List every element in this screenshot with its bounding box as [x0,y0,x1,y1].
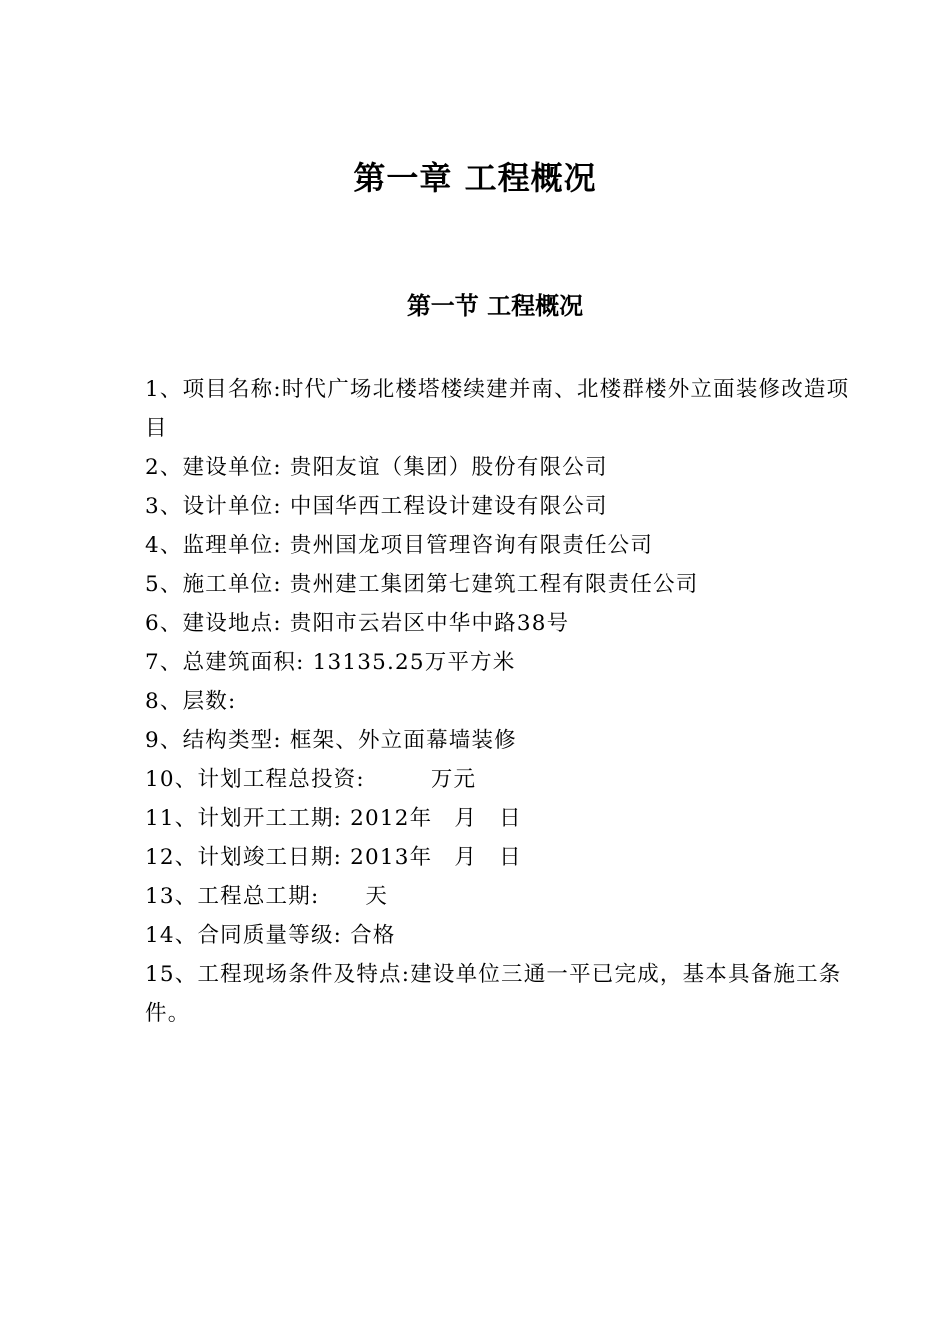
item-year: 2013年 [350,845,433,870]
list-item-completion-date [145,838,850,877]
list-item-project-name [145,370,850,448]
list-item-investment [145,760,850,799]
item-value: 时代广场北楼塔楼续建并南、北楼群楼外立面装修改造项目 [145,377,850,441]
list-item-contractor [145,565,850,604]
list-item-duration [145,877,850,916]
item-day: 日 [499,806,522,831]
list-item-designer [145,487,850,526]
item-value: 建设单位三通一平已完成，基本具备施工条件。 [145,962,842,1026]
list-item-floors [145,682,850,721]
item-label: 14、合同质量等级: [145,923,343,948]
item-label: 11、计划开工工期: [145,806,343,831]
project-info-list [145,370,850,1033]
item-unit: 万元 [430,767,477,792]
chapter-title: 第一章 工程概况 [353,159,597,197]
item-label: 15、工程现场条件及特点: [145,962,411,987]
item-year: 2012年 [350,806,433,831]
list-item-supervisor [145,526,850,565]
item-month: 月 [454,845,478,870]
list-item-site-conditions [145,955,850,1033]
item-unit: 天 [365,884,389,909]
item-label: 6、建设地点: [145,611,282,636]
item-value: 中国华西工程设计建设有限公司 [289,494,608,519]
item-label: 3、设计单位: [145,494,282,519]
list-item-quality-grade [145,916,850,955]
item-value: 框架、外立面幕墙装修 [289,728,517,753]
item-label: 8、层数: [145,689,237,714]
item-value: 贵阳市云岩区中华中路38号 [289,611,570,636]
item-value: 贵州国龙项目管理咨询有限责任公司 [289,533,654,558]
list-item-location [145,604,850,643]
item-day: 日 [499,845,522,870]
list-item-structure-type [145,721,850,760]
item-label: 13、工程总工期: [145,884,320,909]
list-item-client [145,448,850,487]
section-title: 第一节 工程概况 [406,292,584,320]
item-label: 5、施工单位: [145,572,282,597]
list-item-floor-area [145,643,850,682]
item-value: 13135.25万平方米 [312,650,516,675]
item-value: 贵州建工集团第七建筑工程有限责任公司 [289,572,699,597]
list-item-start-date [145,799,850,838]
item-label: 1、项目名称: [145,377,282,402]
item-label: 7、总建筑面积: [145,650,305,675]
item-label: 2、建设单位: [145,455,282,480]
item-label: 12、计划竣工日期: [145,845,343,870]
item-value: 贵阳友谊（集团）股份有限公司 [289,455,608,480]
item-label: 4、监理单位: [145,533,282,558]
item-month: 月 [454,806,478,831]
item-value: 合格 [350,923,396,948]
item-label: 9、结构类型: [145,728,282,753]
item-label: 10、计划工程总投资: [145,767,365,792]
